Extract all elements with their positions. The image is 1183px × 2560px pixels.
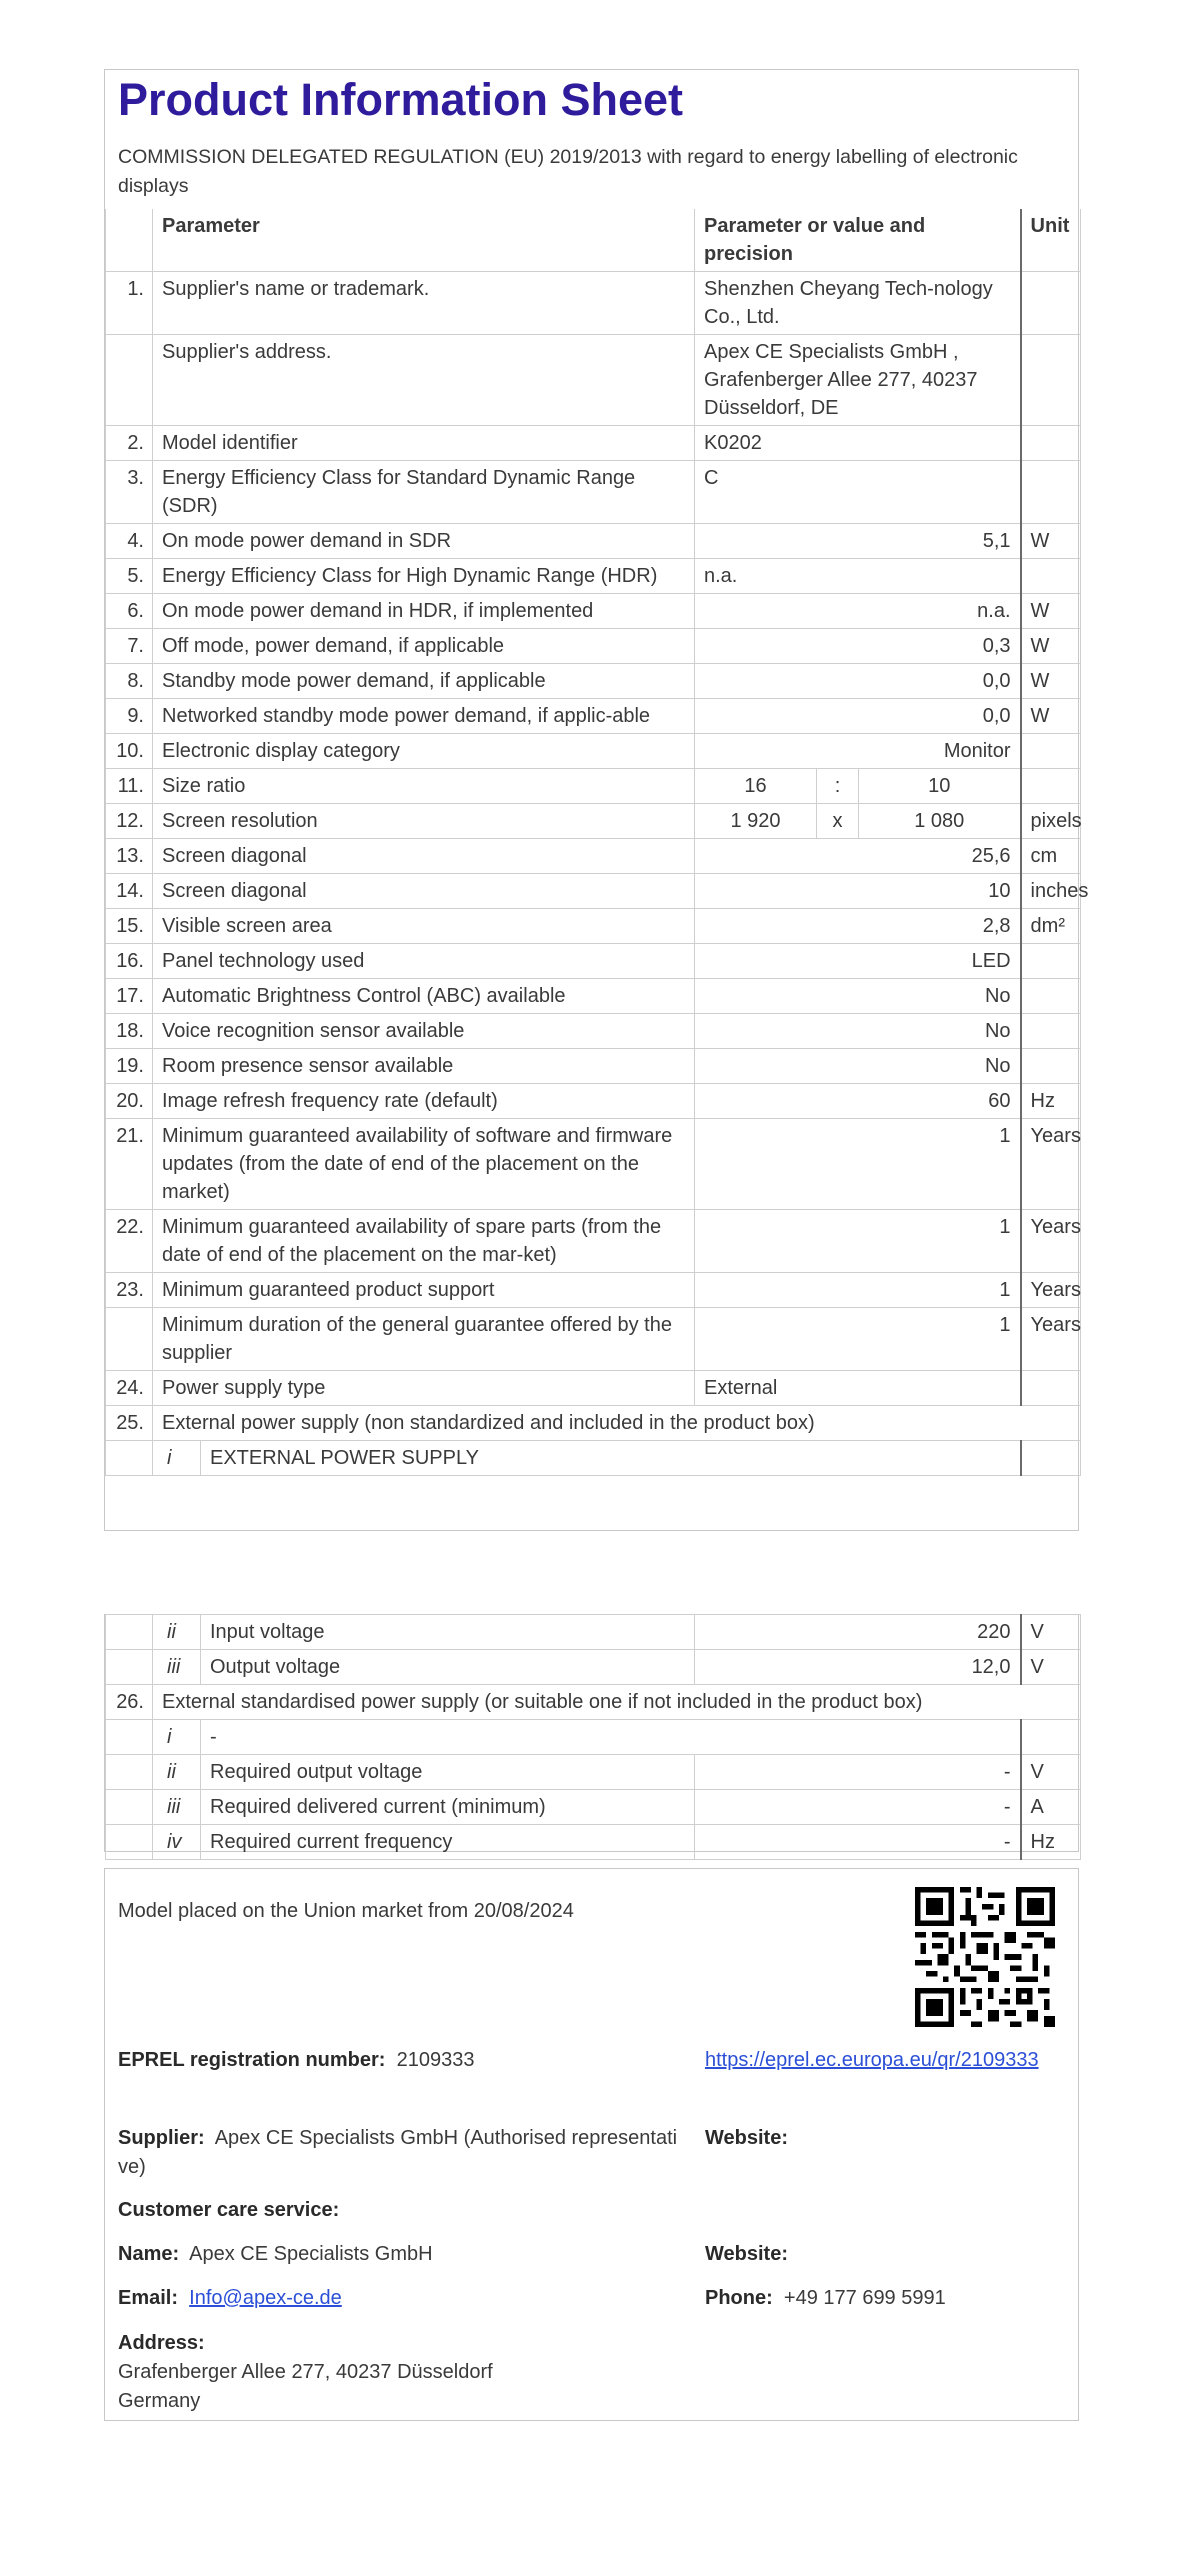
value-cell: No — [695, 1049, 1021, 1084]
supplier-label: Supplier: — [118, 2127, 205, 2149]
value-cell: 2,8 — [695, 909, 1021, 944]
table-header-row — [106, 209, 1081, 272]
sub-item-marker: iv — [153, 1825, 201, 1860]
eprel-link[interactable]: https://eprel.ec.europa.eu/qr/2109333 — [705, 2049, 1039, 2071]
row-number: 1. — [106, 272, 153, 335]
table-row — [106, 272, 1081, 335]
table-row — [106, 1720, 1081, 1755]
customer-care-email — [118, 2284, 342, 2313]
value-part-1: 16 — [695, 769, 817, 804]
phone-label: Phone: — [705, 2287, 773, 2309]
unit-cell — [1021, 426, 1081, 461]
parameter-cell: Output voltage — [201, 1650, 695, 1685]
table-row — [106, 944, 1081, 979]
value-cell: 12,0 — [695, 1650, 1021, 1685]
table-row — [106, 461, 1081, 524]
row-number: 19. — [106, 1049, 153, 1084]
parameter-cell: Networked standby mode power demand, if applic-able — [153, 699, 695, 734]
row-number: 10. — [106, 734, 153, 769]
row-number: 7. — [106, 629, 153, 664]
phone-value: +49 177 699 5991 — [783, 2287, 946, 2309]
row-number: 23. — [106, 1273, 153, 1308]
power-supply-continuation — [104, 1614, 1079, 1852]
unit-cell: Years — [1021, 1308, 1081, 1371]
unit-cell: A — [1021, 1790, 1081, 1825]
value-separator: : — [817, 769, 859, 804]
row-number: 15. — [106, 909, 153, 944]
table-row — [106, 1014, 1081, 1049]
table-row — [106, 1371, 1081, 1406]
table-row — [106, 664, 1081, 699]
row-number: 21. — [106, 1119, 153, 1210]
value-cell: LED — [695, 944, 1021, 979]
row-number — [106, 1755, 153, 1790]
value-cell: 1 — [695, 1119, 1021, 1210]
website-label: Website: — [705, 2127, 788, 2149]
parameter-cell: Energy Efficiency Class for Standard Dynamic Range (SDR) — [153, 461, 695, 524]
table-row — [106, 1790, 1081, 1825]
unit-cell — [1021, 1014, 1081, 1049]
row-number — [106, 1790, 153, 1825]
value-cell: Apex CE Specialists GmbH , Grafenberger Allee 277, 40237 Düsseldorf, DE — [695, 335, 1021, 426]
parameter-cell: EXTERNAL POWER SUPPLY — [201, 1441, 1021, 1476]
email-link[interactable]: Info@apex-ce.de — [189, 2287, 342, 2309]
table-row — [106, 335, 1081, 426]
table-row — [106, 1084, 1081, 1119]
value-cell: n.a. — [695, 594, 1021, 629]
parameter-cell: Size ratio — [153, 769, 695, 804]
table-row — [106, 1210, 1081, 1273]
parameter-cell: Minimum guaranteed product support — [153, 1273, 695, 1308]
header-parameter: Parameter — [153, 209, 695, 272]
unit-cell — [1021, 734, 1081, 769]
product-info-sheet — [104, 69, 1089, 1531]
unit-cell — [1021, 1049, 1081, 1084]
value-cell: 1 — [695, 1273, 1021, 1308]
table-row — [106, 559, 1081, 594]
parameter-cell: Image refresh frequency rate (default) — [153, 1084, 695, 1119]
unit-cell: dm² — [1021, 909, 1081, 944]
unit-cell: pixels — [1021, 804, 1081, 839]
table-row — [106, 839, 1081, 874]
unit-cell: W — [1021, 629, 1081, 664]
unit-cell: V — [1021, 1755, 1081, 1790]
parameter-cell: External standardised power supply (or suitable one if not included in the product box) — [153, 1685, 1081, 1720]
row-number: 2. — [106, 426, 153, 461]
sub-item-marker: i — [153, 1441, 201, 1476]
table-row — [106, 629, 1081, 664]
parameter-cell: Room presence sensor available — [153, 1049, 695, 1084]
parameter-cell: Supplier's name or trademark. — [153, 272, 695, 335]
row-number: 11. — [106, 769, 153, 804]
unit-cell: V — [1021, 1615, 1081, 1650]
table-row — [106, 1825, 1081, 1860]
unit-cell — [1021, 559, 1081, 594]
page-title: Product Information Sheet — [118, 74, 684, 125]
value-part-2: 10 — [859, 769, 1021, 804]
unit-cell — [1021, 1371, 1081, 1406]
row-number — [106, 1308, 153, 1371]
sub-item-marker: ii — [153, 1615, 201, 1650]
unit-cell: Years — [1021, 1119, 1081, 1210]
unit-cell: W — [1021, 664, 1081, 699]
value-cell: 0,3 — [695, 629, 1021, 664]
value-cell: - — [695, 1755, 1021, 1790]
unit-cell: W — [1021, 699, 1081, 734]
unit-cell: Hz — [1021, 1825, 1081, 1860]
unit-cell — [1021, 272, 1081, 335]
unit-cell: inches — [1021, 874, 1081, 909]
row-number: 18. — [106, 1014, 153, 1049]
value-separator: x — [817, 804, 859, 839]
row-number — [106, 1650, 153, 1685]
value-cell: C — [695, 461, 1021, 524]
value-cell: 5,1 — [695, 524, 1021, 559]
row-number: 4. — [106, 524, 153, 559]
parameter-cell: Visible screen area — [153, 909, 695, 944]
header-value: Parameter or value and precision — [695, 209, 1021, 272]
parameter-cell: Required delivered current (minimum) — [201, 1790, 695, 1825]
parameter-cell: Electronic display category — [153, 734, 695, 769]
row-number — [106, 1825, 153, 1860]
table-row — [106, 734, 1081, 769]
parameter-cell: Input voltage — [201, 1615, 695, 1650]
value-cell: External — [695, 1371, 1021, 1406]
parameter-cell: Minimum duration of the general guarantee offered by the supplier — [153, 1308, 695, 1371]
table-row — [106, 1755, 1081, 1790]
parameter-cell: Minimum guaranteed availability of spare parts (from the date of end of the placement on the mar-ket) — [153, 1210, 695, 1273]
parameter-cell: Voice recognition sensor available — [153, 1014, 695, 1049]
row-number: 9. — [106, 699, 153, 734]
value-part-1: 1 920 — [695, 804, 817, 839]
table-row — [106, 524, 1081, 559]
unit-cell — [1021, 1720, 1081, 1755]
supplier-info-panel — [104, 1868, 1079, 2421]
unit-cell — [1021, 979, 1081, 1014]
parameter-cell: On mode power demand in SDR — [153, 524, 695, 559]
row-number: 3. — [106, 461, 153, 524]
parameter-cell: - — [201, 1720, 1021, 1755]
unit-cell: cm — [1021, 839, 1081, 874]
eprel-registration — [118, 2046, 474, 2075]
spec-table — [105, 209, 1089, 1476]
parameter-cell: Panel technology used — [153, 944, 695, 979]
table-row — [106, 594, 1081, 629]
unit-cell — [1021, 1441, 1081, 1476]
table-row — [106, 874, 1081, 909]
unit-cell: W — [1021, 594, 1081, 629]
value-cell: 1 — [695, 1308, 1021, 1371]
value-cell: - — [695, 1825, 1021, 1860]
parameter-cell: External power supply (non standardized and included in the product box) — [153, 1406, 1081, 1441]
table-row — [106, 1049, 1081, 1084]
parameter-cell: Energy Efficiency Class for High Dynamic Range (HDR) — [153, 559, 695, 594]
value-cell: 25,6 — [695, 839, 1021, 874]
row-number: 17. — [106, 979, 153, 1014]
row-number: 20. — [106, 1084, 153, 1119]
value-cell: - — [695, 1790, 1021, 1825]
sub-item-marker: i — [153, 1720, 201, 1755]
unit-cell: Years — [1021, 1210, 1081, 1273]
row-number: 22. — [106, 1210, 153, 1273]
table-row — [106, 769, 1081, 804]
supplier-line — [118, 2124, 683, 2182]
value-cell: Monitor — [695, 734, 1021, 769]
parameter-cell: Power supply type — [153, 1371, 695, 1406]
row-number: 13. — [106, 839, 153, 874]
value-cell: No — [695, 1014, 1021, 1049]
table-row — [106, 1308, 1081, 1371]
parameter-cell: Screen resolution — [153, 804, 695, 839]
website-label-2: Website: — [705, 2243, 788, 2265]
customer-care-phone — [705, 2284, 946, 2313]
address-line-1: Grafenberger Allee 277, 40237 Düsseldorf — [118, 2361, 493, 2383]
parameter-cell: Model identifier — [153, 426, 695, 461]
row-number — [106, 1615, 153, 1650]
parameter-cell: Screen diagonal — [153, 839, 695, 874]
market-placement-text: Model placed on the Union market from 20/08/2024 — [118, 1900, 574, 1922]
table-row — [106, 1615, 1081, 1650]
row-number — [106, 335, 153, 426]
address-label: Address: — [118, 2332, 205, 2354]
table-row — [106, 1406, 1081, 1441]
parameter-cell: Screen diagonal — [153, 874, 695, 909]
unit-cell — [1021, 461, 1081, 524]
row-number: 6. — [106, 594, 153, 629]
address-block — [118, 2329, 493, 2416]
customer-care-label: Customer care service: — [118, 2199, 340, 2221]
row-number: 16. — [106, 944, 153, 979]
value-cell: 60 — [695, 1084, 1021, 1119]
unit-cell — [1021, 769, 1081, 804]
row-number: 26. — [106, 1685, 153, 1720]
table-row — [106, 1119, 1081, 1210]
row-number: 14. — [106, 874, 153, 909]
parameter-cell: On mode power demand in HDR, if implemented — [153, 594, 695, 629]
table-row — [106, 1273, 1081, 1308]
name-value: Apex CE Specialists GmbH — [189, 2243, 433, 2265]
value-cell: n.a. — [695, 559, 1021, 594]
row-number: 25. — [106, 1406, 153, 1441]
email-label: Email: — [118, 2287, 179, 2309]
table-row — [106, 699, 1081, 734]
value-cell: 10 — [695, 874, 1021, 909]
regulation-subtitle: COMMISSION DELEGATED REGULATION (EU) 2019/2013 with regard to energy labelling of electronic displays — [118, 146, 1018, 197]
row-number: 8. — [106, 664, 153, 699]
parameter-cell: Required output voltage — [201, 1755, 695, 1790]
value-part-2: 1 080 — [859, 804, 1021, 839]
header-number-cell — [106, 209, 153, 272]
unit-cell: V — [1021, 1650, 1081, 1685]
parameter-cell: Required current frequency — [201, 1825, 695, 1860]
sub-item-marker: iii — [153, 1650, 201, 1685]
parameter-cell: Standby mode power demand, if applicable — [153, 664, 695, 699]
value-cell: 0,0 — [695, 699, 1021, 734]
table-row — [106, 1650, 1081, 1685]
eprel-number: 2109333 — [396, 2049, 475, 2071]
row-number: 5. — [106, 559, 153, 594]
table-row — [106, 1685, 1081, 1720]
parameter-cell: Minimum guaranteed availability of software and firmware updates (from the date of end of the placement on the market) — [153, 1119, 695, 1210]
unit-cell: Hz — [1021, 1084, 1081, 1119]
name-label: Name: — [118, 2243, 180, 2265]
header-unit: Unit — [1021, 209, 1081, 272]
table-row — [106, 909, 1081, 944]
table-row — [106, 426, 1081, 461]
value-cell: 1 — [695, 1210, 1021, 1273]
value-cell: No — [695, 979, 1021, 1014]
table-row — [106, 979, 1081, 1014]
parameter-cell: Automatic Brightness Control (ABC) available — [153, 979, 695, 1014]
parameter-cell: Supplier's address. — [153, 335, 695, 426]
unit-cell — [1021, 335, 1081, 426]
value-cell: 220 — [695, 1615, 1021, 1650]
table-row — [106, 804, 1081, 839]
value-cell: Shenzhen Cheyang Tech-nology Co., Ltd. — [695, 272, 1021, 335]
unit-cell: Years — [1021, 1273, 1081, 1308]
sub-item-marker: ii — [153, 1755, 201, 1790]
supplier-value: Apex CE Specialists GmbH (Authorised representative) — [118, 2127, 678, 2178]
eprel-label: EPREL registration number: — [118, 2049, 386, 2071]
row-number: 12. — [106, 804, 153, 839]
row-number: 24. — [106, 1371, 153, 1406]
unit-cell — [1021, 944, 1081, 979]
value-cell: 0,0 — [695, 664, 1021, 699]
power-supply-table — [105, 1614, 1081, 1860]
row-number — [106, 1720, 153, 1755]
customer-care-name — [118, 2240, 433, 2269]
qr-code-icon — [915, 1887, 1055, 2027]
sub-item-marker: iii — [153, 1790, 201, 1825]
parameter-cell: Off mode, power demand, if applicable — [153, 629, 695, 664]
address-line-2: Germany — [118, 2390, 201, 2412]
value-cell: K0202 — [695, 426, 1021, 461]
table-row — [106, 1441, 1081, 1476]
unit-cell: W — [1021, 524, 1081, 559]
row-number — [106, 1441, 153, 1476]
